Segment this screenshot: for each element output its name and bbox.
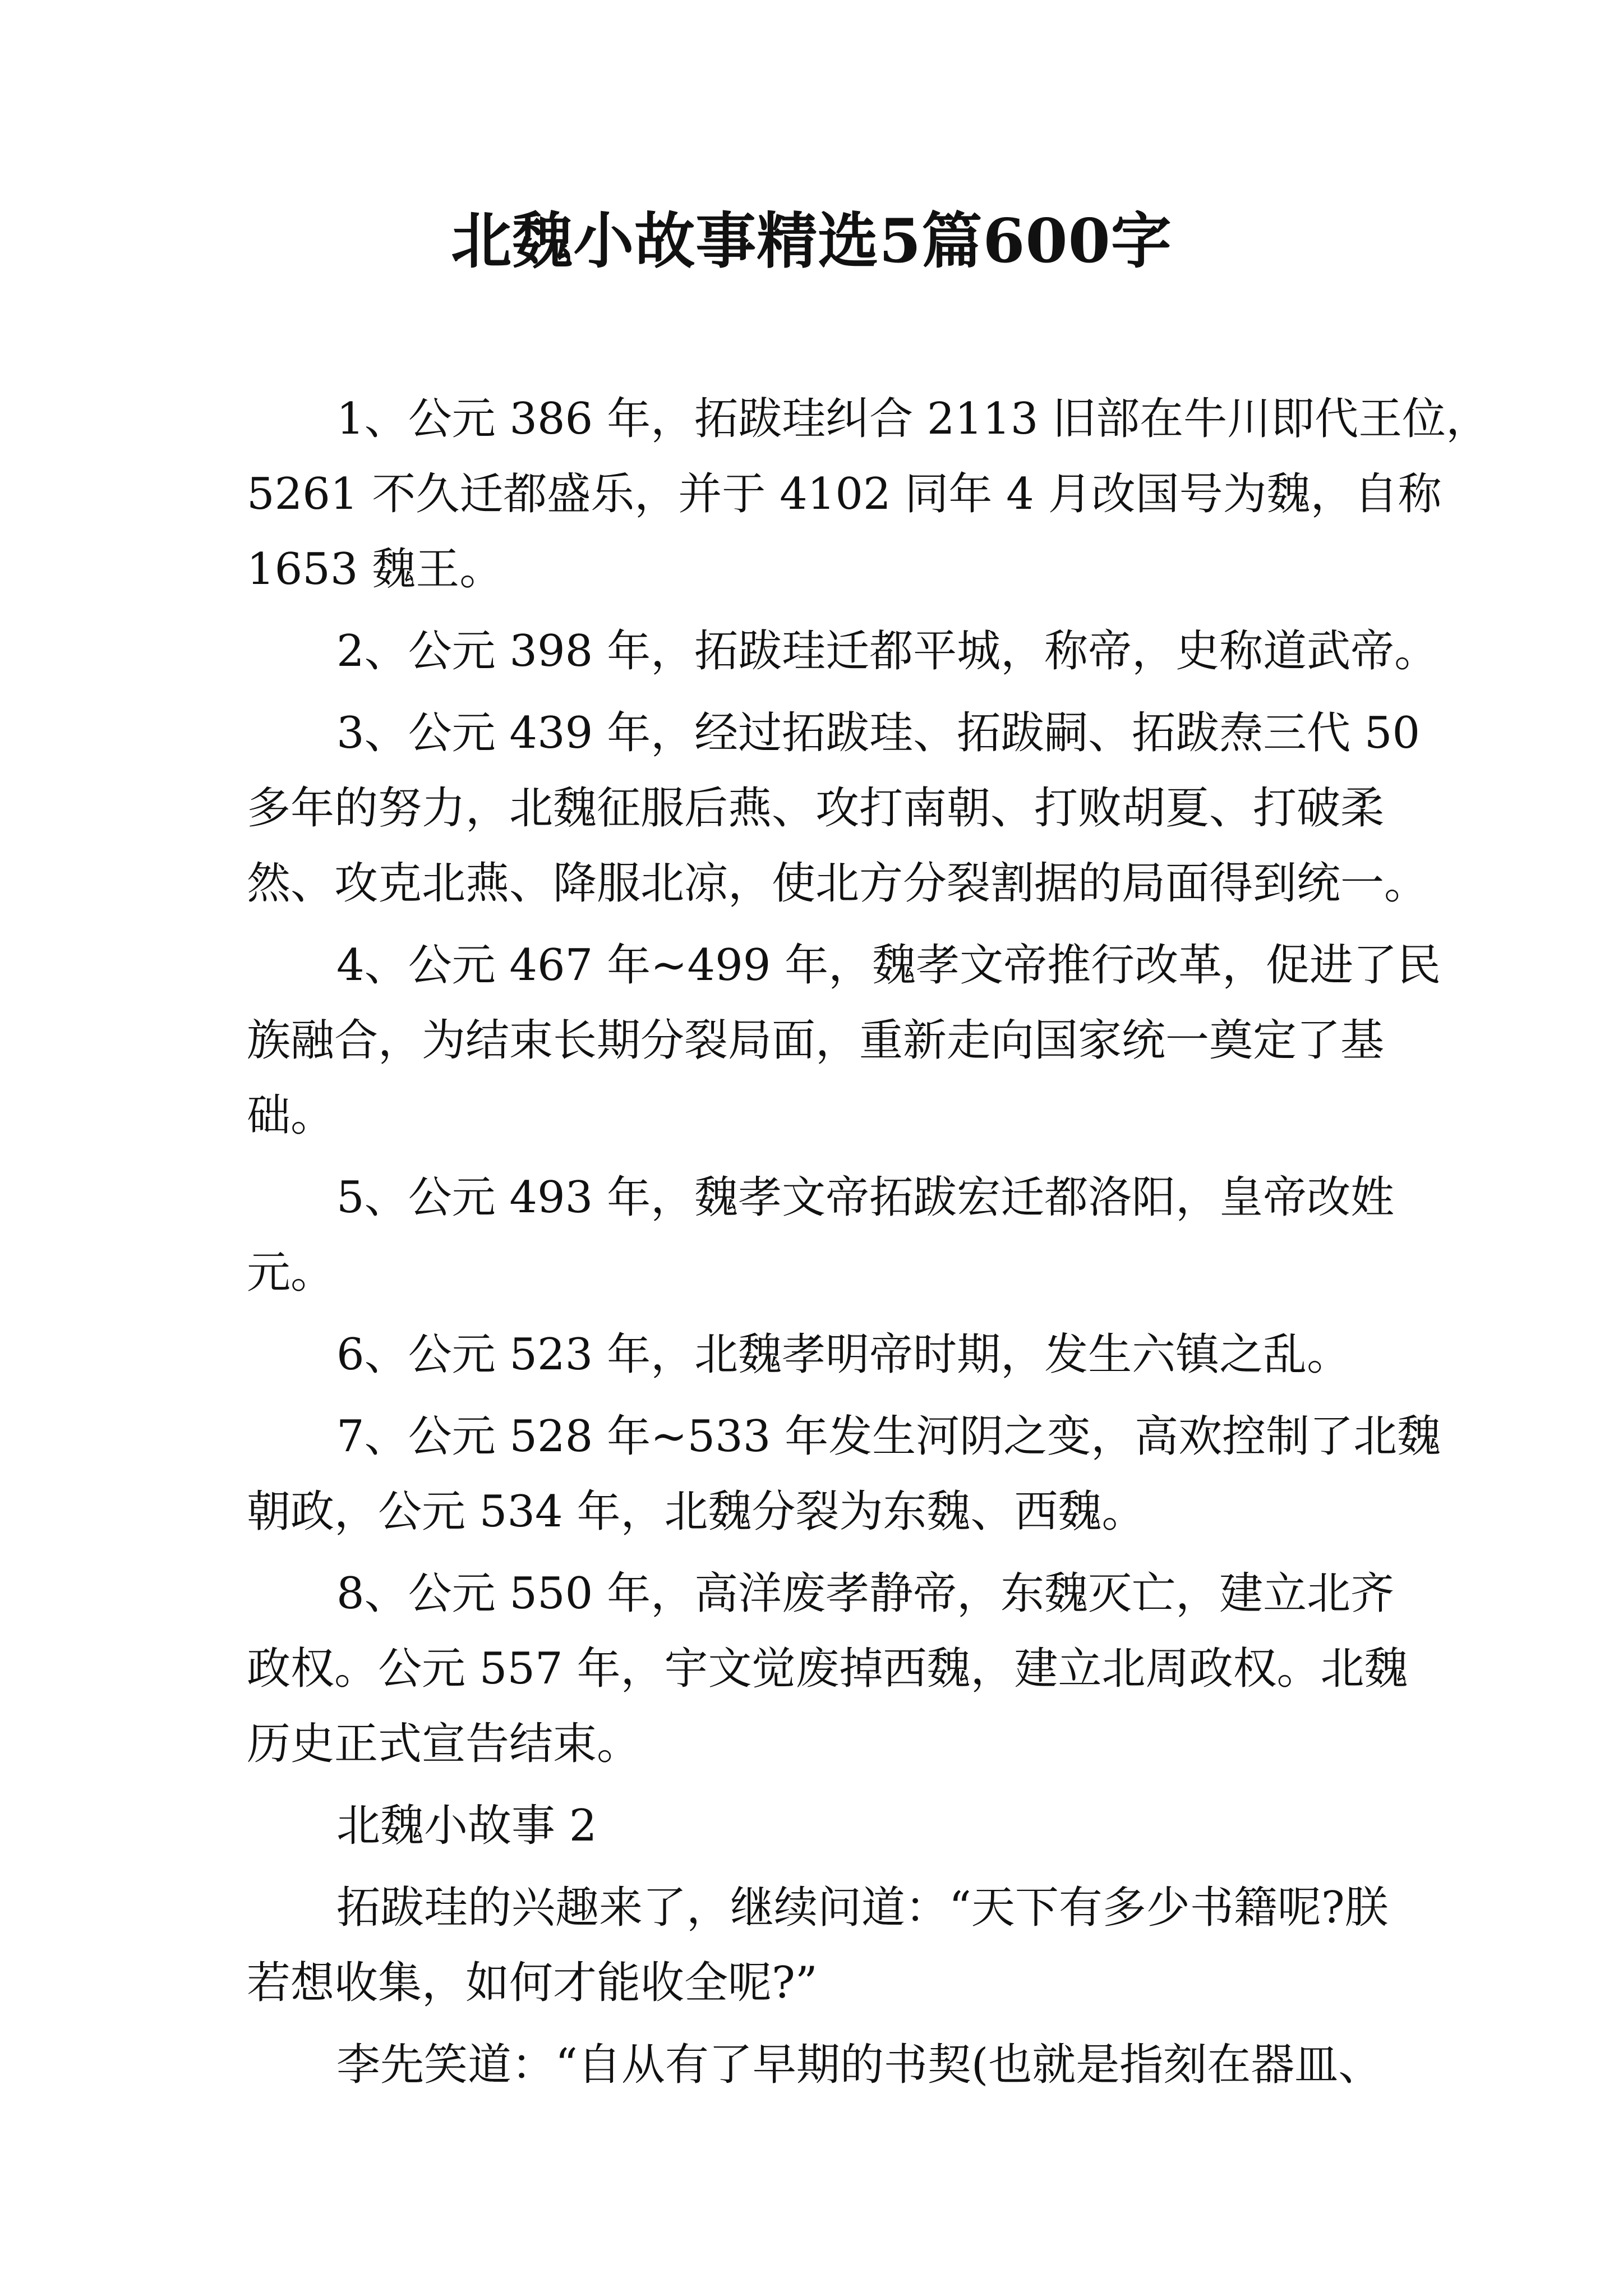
paragraph [247, 1556, 1408, 1782]
paragraph-line: 李先笑道：“自从有了早期的书契(也就是指刻在器皿、 [336, 2040, 1382, 2090]
paragraph-line: 1653 魏王。 [247, 544, 504, 595]
paragraph [247, 928, 1441, 1153]
paragraph-line: 北魏小故事 2 [336, 1801, 597, 1851]
paragraph-line: 5261 不久迁都盛乐，并于 4102 同年 4 月改国号为魏，自称 [247, 469, 1442, 519]
paragraph-line: 1、公元 386 年，拓跋珪纠合 2113 旧部在牛川即代王位， [336, 394, 1490, 444]
paragraph-line: 础。 [247, 1091, 335, 1141]
paragraph [247, 1870, 1389, 2021]
paragraph-line: 族融合，为结束长期分裂局面，重新走向国家统一奠定了基 [247, 1015, 1385, 1066]
paragraph [247, 696, 1428, 921]
paragraph-line: 7、公元 528 年~533 年发生河阴之变，高欢控制了北魏 [336, 1411, 1441, 1462]
paragraph-line: 4、公元 467 年~499 年，魏孝文帝推行改革，促进了民 [336, 940, 1441, 991]
paragraph [247, 2027, 1385, 2102]
paragraph [247, 381, 1490, 607]
section-heading [247, 1788, 1385, 1864]
document-title: 北魏小故事精选5篇600字 [451, 206, 1172, 277]
paragraph-line: 3、公元 439 年，经过拓跋珪、拓跋嗣、拓跋焘三代 50 [336, 708, 1421, 758]
paragraph-line: 5、公元 493 年，魏孝文帝拓跋宏迁都洛阳，皇帝改姓 [336, 1172, 1395, 1223]
paragraph-line: 6、公元 523 年，北魏孝明帝时期，发生六镇之乱。 [336, 1329, 1351, 1380]
paragraph-line: 元。 [247, 1248, 335, 1298]
paragraph [247, 614, 1438, 689]
paragraph-line: 若想收集，如何才能收全呢?” [247, 1958, 818, 2008]
paragraph [247, 1399, 1441, 1549]
paragraph-line: 历史正式宣告结束。 [247, 1719, 641, 1769]
paragraph-line: 政权。公元 557 年，宇文觉废掉西魏，建立北周政权。北魏 [247, 1644, 1408, 1694]
paragraph-line: 8、公元 550 年，高洋废孝静帝，东魏灭亡，建立北齐 [336, 1568, 1395, 1619]
paragraph-line: 朝政，公元 534 年，北魏分裂为东魏、西魏。 [247, 1487, 1146, 1537]
paragraph [247, 1160, 1395, 1310]
paragraph-line: 多年的努力，北魏征服后燕、攻打南朝、打败胡夏、打破柔 [247, 783, 1385, 834]
document-body [247, 381, 1490, 2102]
paragraph-line: 拓跋珪的兴趣来了，继续问道：“天下有多少书籍呢?朕 [336, 1883, 1389, 1933]
paragraph [247, 1317, 1385, 1392]
paragraph-line: 2、公元 398 年，拓跋珪迁都平城，称帝，史称道武帝。 [336, 626, 1438, 677]
paragraph-line: 然、攻克北燕、降服北凉，使北方分裂割据的局面得到统一。 [247, 858, 1428, 909]
